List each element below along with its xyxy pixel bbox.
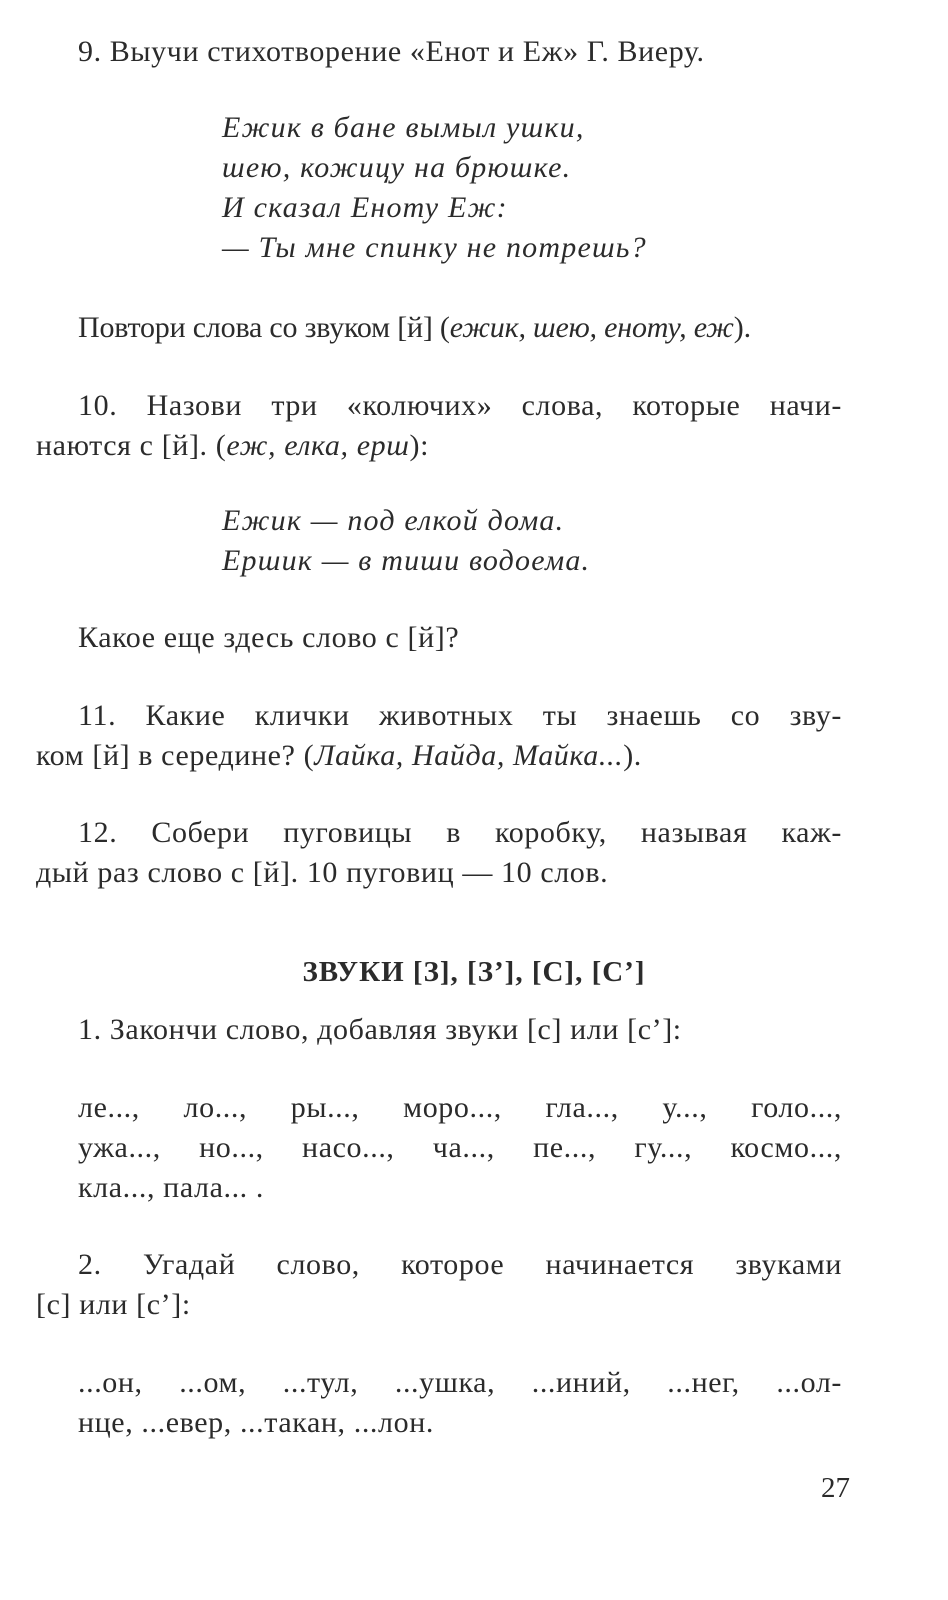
poem-line: — Ты мне спинку не потрешь? — [222, 231, 647, 264]
word-list-line: ужа..., но..., насо..., ча..., пе..., гу..., космо..., — [78, 1131, 842, 1164]
poem-line: шею, кожицу на брюшке. — [222, 151, 572, 184]
task-10-line-1: 10. Назови три «колючих» слова, которые начи- — [78, 389, 842, 422]
word-list-line: кла..., пала... . — [78, 1171, 264, 1204]
poem-line: И сказал Еноту Еж: — [222, 191, 508, 224]
task-10-line-2: наются с [й]. (еж, елка, ерш): — [36, 429, 430, 462]
task-9-examples: ежик, шею, еноту, еж — [449, 311, 734, 344]
word-list-line: нце, ...евер, ...такан, ...лон. — [78, 1406, 434, 1439]
section-heading: ЗВУКИ [З], [З’], [С], [С’] — [302, 956, 646, 988]
task-10-examples: еж, елка, ерш — [226, 429, 410, 462]
word-list-line: ле..., ло..., ры..., моро..., гла..., у..., голо..., — [78, 1091, 842, 1124]
task-12-line-2: дый раз слово с [й]. 10 пуговиц — 10 слов. — [36, 856, 609, 889]
section-task-2-line-1: 2. Угадай слово, которое начинается звуками — [78, 1248, 842, 1281]
word-list-line: ...он, ...ом, ...тул, ...ушка, ...иний, ...нег, ...ол- — [78, 1366, 842, 1399]
task-12-line-1: 12. Собери пуговицы в коробку, называя каж- — [78, 816, 842, 849]
task-10-question: Какое еще здесь слово с [й]? — [78, 621, 460, 654]
page-number: 27 — [821, 1472, 850, 1504]
task-11-line-2: ком [й] в середине? (Лайка, Найда, Майка...). — [36, 739, 642, 772]
task-9-instruction: Повтори слова со звуком [й] (ежик, шею, еноту, еж). — [78, 311, 751, 344]
poem-line: Ершик — в тиши водоема. — [222, 544, 591, 577]
task-9-title: 9. Выучи стихотворение «Енот и Еж» Г. Виеру. — [78, 35, 705, 68]
poem-line: Ежик в бане вымыл ушки, — [222, 111, 585, 144]
poem-line: Ежик — под елкой дома. — [222, 504, 565, 537]
section-task-2-line-2: [с] или [с’]: — [36, 1288, 191, 1321]
task-11-examples: Лайка, Найда, Майка... — [314, 739, 624, 772]
section-task-1-title: 1. Закончи слово, добавляя звуки [с] или [с’]: — [78, 1013, 682, 1046]
task-11-line-1: 11. Какие клички животных ты знаешь со зву- — [78, 699, 842, 732]
